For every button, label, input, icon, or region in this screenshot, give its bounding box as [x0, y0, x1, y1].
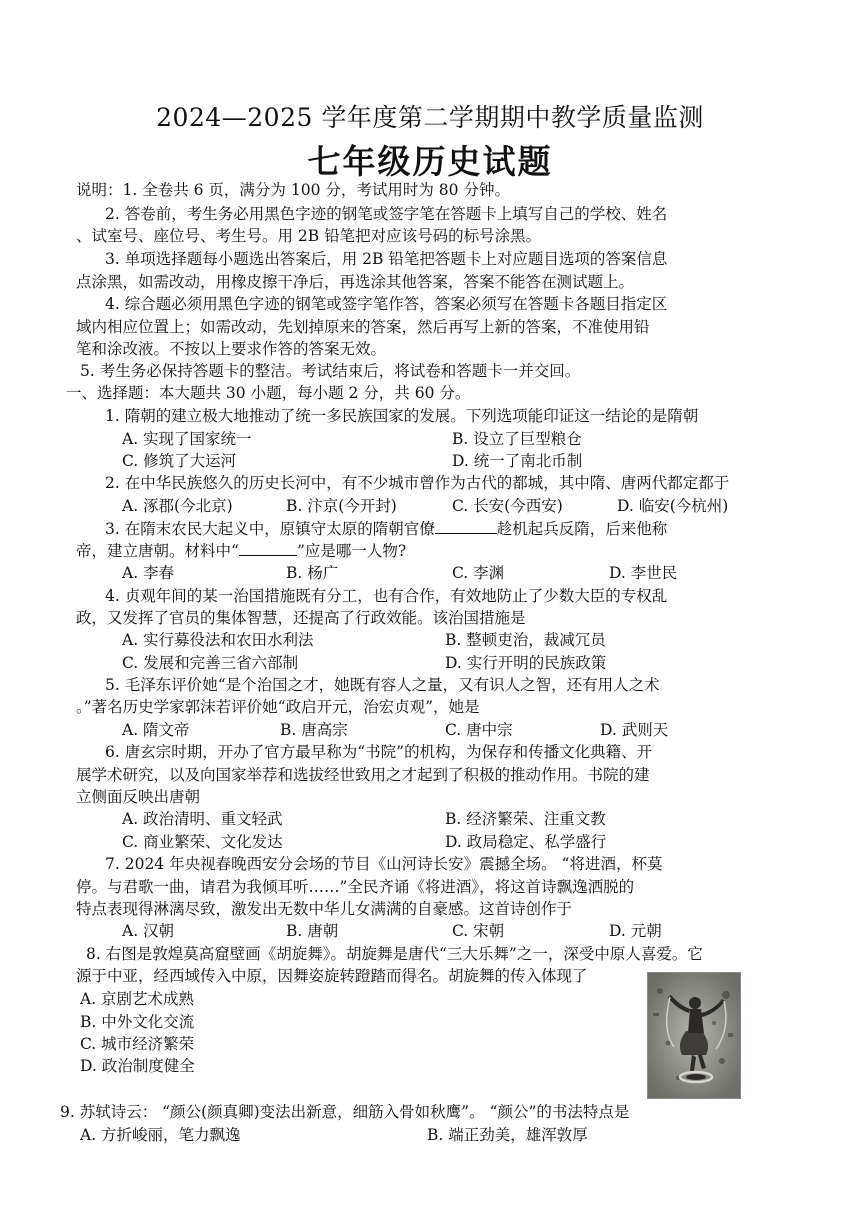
question-2-option-a: A. 涿郡(今北京): [122, 497, 233, 515]
question-6-stem-line1: 6. 唐玄宗时期，开办了官方最早称为“书院”的机构，为保存和传播文化典籍、开: [105, 743, 653, 761]
exam-title: 2024—2025 学年度第二学期期中教学质量监测: [156, 103, 704, 132]
instruction-4b: 域内相应位置上；如需改动，先划掉原来的答案，然后再写上新的答案，不准使用铅: [76, 318, 650, 336]
question-2-option-d: D. 临安(今杭州): [617, 497, 729, 515]
question-9-option-a: A. 方折峻丽，笔力飘逸: [80, 1126, 241, 1144]
question-3-stem-part3: 帝，建立唐朝。材料中“: [76, 542, 239, 560]
question-3-option-b: B. 杨广: [286, 564, 339, 582]
instruction-3b: 点涂黑，如需改动，用橡皮擦干净后，再选涂其他答案，答案不能答在测试题上。: [76, 273, 635, 291]
question-3-stem-part2: 趁机起兵反隋，后来他称: [496, 520, 668, 538]
question-5-option-a: A. 隋文帝: [122, 721, 190, 739]
instruction-5: 5. 考生务必保持答题卡的整洁。考试结束后，将试卷和答题卡一并交回。: [80, 362, 581, 380]
question-7-stem-line2: 停。与君歌一曲，请君为我倾耳听……”全民齐诵《将进酒》，将这首诗飘逸洒脱的: [76, 878, 635, 896]
question-8-option-d: D. 政治制度健全: [80, 1057, 195, 1075]
huxuan-dance-mural-image: [647, 972, 741, 1099]
question-4-option-d: D. 实行开明的民族政策: [445, 654, 607, 672]
question-3-stem-line2: [76, 541, 406, 561]
quote-blank: [239, 543, 297, 556]
question-4-stem-line2: 政，又发挥了官员的集体智慧，还提高了行政效能。该治国措施是: [76, 609, 526, 627]
question-6-option-c: C. 商业繁荣、文化发达: [122, 833, 283, 851]
instruction-4a: 4. 综合题必须用黑色字迹的钢笔或签字笔作答，答案必须写在答题卡各题目指定区: [105, 295, 668, 313]
question-5-option-d: D. 武则天: [600, 721, 669, 739]
question-8-stem-line1: 8. 右图是敦煌莫高窟壁画《胡旋舞》。胡旋舞是唐代“三大乐舞”之一，深受中原人喜爱。它: [86, 945, 703, 963]
question-1-option-b: B. 设立了巨型粮仓: [452, 430, 582, 448]
question-1-option-c: C. 修筑了大运河: [122, 452, 237, 470]
question-7-stem-line1: 7. 2024 年央视春晚西安分会场的节目《山河诗长安》震撼全场。 “将进酒，杯莫: [105, 855, 663, 873]
instruction-4c: 笔和涂改液。不按以上要求作答的答案无效。: [76, 340, 387, 358]
question-3-option-c: C. 李渊: [452, 564, 505, 582]
answer-blank: [435, 519, 497, 534]
question-7-option-a: A. 汉朝: [122, 922, 175, 940]
instruction-3a: 3. 单项选择题每小题选出答案后，用 2B 铅笔把答题卡上对应题目选项的答案信息: [105, 250, 668, 268]
subject-title: 七年级历史试题: [307, 142, 553, 181]
question-7-option-c: C. 宋朝: [452, 922, 505, 940]
question-5-stem-line2: 。”著名历史学家郭沫若评价她“政启开元，治宏贞观”，她是: [76, 698, 480, 716]
question-7-stem-line3: 特点表现得淋漓尽致，激发出无数中华儿女满满的自豪感。这首诗创作于: [76, 900, 573, 918]
question-4-stem-line1: 4. 贞观年间的某一治国措施既有分工，也有合作，有效地防止了少数大臣的专权乱: [105, 587, 668, 605]
question-2-stem: 2. 在中华民族悠久的历史长河中，有不少城市曾作为古代的都城，其中隋、唐两代都定都于: [105, 474, 730, 492]
instruction-2a: 2. 答卷前，考生务必用黑色字迹的钢笔或签字笔在答题卡上填写自己的学校、姓名: [105, 205, 668, 223]
question-2-option-b: B. 汴京(今开封): [286, 497, 397, 515]
question-4-option-c: C. 发展和完善三省六部制: [122, 654, 299, 672]
question-9-stem: 9. 苏轼诗云： “颜公(颜真卿)变法出新意，细筋入骨如秋鹰”。 “颜公”的书法特点是: [60, 1103, 630, 1121]
question-6-option-a: A. 政治清明、重文轻武: [122, 810, 283, 828]
question-3-stem-part1: 3. 在隋末农民大起义中，原镇守太原的隋朝官僚: [105, 520, 435, 538]
question-6-stem-line3: 立侧面反映出唐朝: [76, 788, 201, 806]
question-5-option-b: B. 唐高宗: [280, 721, 348, 739]
question-8-option-c: C. 城市经济繁荣: [80, 1035, 195, 1053]
question-4-option-b: B. 整顿吏治，裁减冗员: [445, 631, 606, 649]
question-3-stem-part4: ”应是哪一人物?: [296, 542, 407, 560]
question-8-stem-line2: 源于中亚，经西域传入中原，因舞姿旋转蹬踏而得名。胡旋舞的传入体现了: [76, 967, 588, 985]
instruction-2b: 、试室号、座位号、考生号。用 2B 铅笔把对应该号码的标号涂黑。: [76, 227, 542, 245]
section-heading: 一、选择题：本大题共 30 小题，每小题 2 分，共 60 分。: [66, 384, 471, 402]
question-3-option-a: A. 李春: [122, 564, 175, 582]
question-9-option-b: B. 端正劲美，雄浑敦厚: [427, 1126, 588, 1144]
question-1-stem: 1. 隋朝的建立极大地推动了统一多民族国家的发展。下列选项能印证这一结论的是隋朝: [105, 407, 699, 425]
question-1-option-d: D. 统一了南北币制: [452, 452, 583, 470]
question-1-option-a: A. 实现了国家统一: [122, 430, 252, 448]
question-3-stem-line1: [105, 519, 667, 539]
question-6-stem-line2: 展学术研究，以及向国家举荐和选拔经世致用之才起到了积极的推动作用。书院的建: [76, 766, 650, 784]
question-2-option-c: C. 长安(今西安): [452, 497, 563, 515]
question-5-stem-line1: 5. 毛泽东评价她“是个治国之才，她既有容人之量，又有识人之智，还有用人之术: [105, 676, 660, 694]
question-7-option-b: B. 唐朝: [286, 922, 339, 940]
question-7-option-d: D. 元朝: [609, 922, 662, 940]
question-5-option-c: C. 唐中宗: [445, 721, 513, 739]
question-6-option-d: D. 政局稳定、私学盛行: [445, 833, 607, 851]
question-6-option-b: B. 经济繁荣、注重文教: [445, 810, 606, 828]
question-3-option-d: D. 李世民: [609, 564, 678, 582]
question-8-option-b: B. 中外文化交流: [80, 1013, 195, 1031]
question-4-option-a: A. 实行募役法和农田水利法: [122, 631, 314, 649]
instruction-1: 说明：1. 全卷共 6 页，满分为 100 分，考试用时为 80 分钟。: [76, 181, 510, 199]
question-8-option-a: A. 京剧艺术成熟: [80, 990, 195, 1008]
